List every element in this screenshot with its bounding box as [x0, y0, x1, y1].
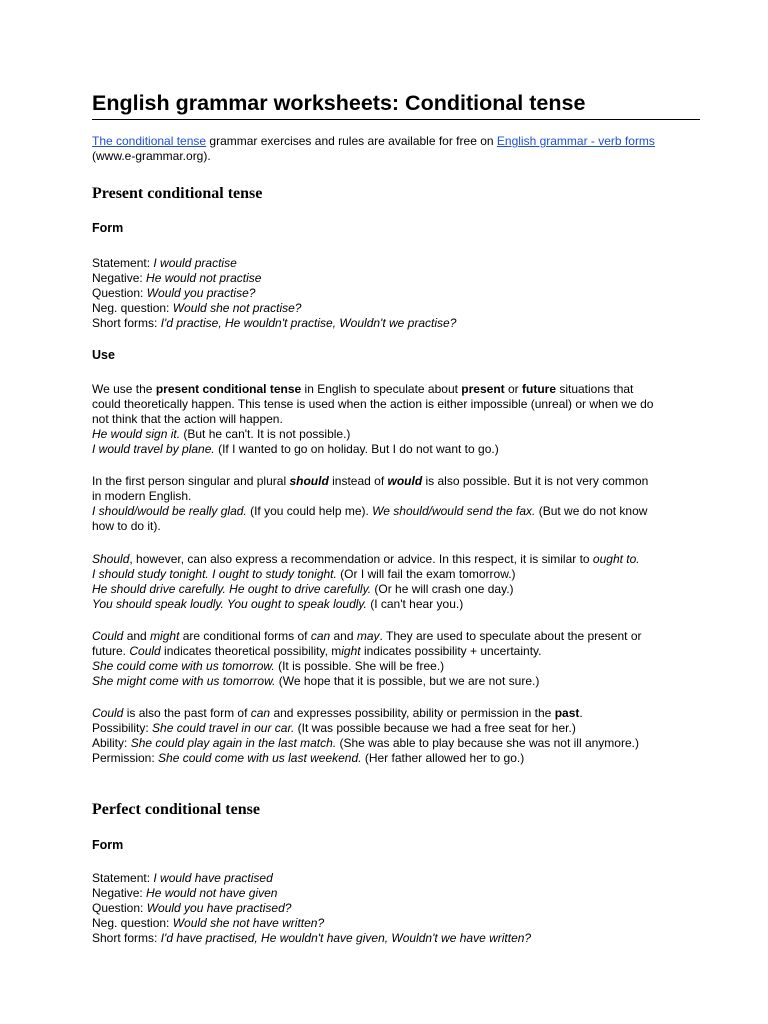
present-form-heading: Form — [92, 221, 124, 235]
form-line-neg-question: Neg. question: Would she not practise? — [92, 301, 302, 315]
use-paragraph-3: Should, however, can also express a recommendation or advice. In this respect, it is similar to ought to. I should study tonight. I ought to study tonight. (Or I will fail the exam tomorrow.) He should drive carefully. He ought to drive carefully. (Or he will crash one day.) You should speak loudly. You ought to speak loudly. (I can't hear you.) — [92, 552, 640, 611]
form-line-statement: Statement: I would practise — [92, 256, 237, 270]
form-line-question: Question: Would you have practised? — [92, 901, 292, 915]
use-paragraph-5: Could is also the past form of can and expresses possibility, ability or permission in the past. Possibility: She could travel in our car. (It was possible because we had a free seat for her.) Ability: She could play again in the last match. (She was able to play because she was not ill anymore.) Permission: She could come with us last weekend. (Her father allowed her to go.) — [92, 706, 639, 765]
present-use-heading: Use — [92, 348, 115, 362]
verb-forms-link[interactable]: English grammar - verb forms — [496, 134, 655, 148]
form-line-negative: Negative: He would not practise — [92, 271, 262, 285]
form-line-question: Question: Would you practise? — [92, 286, 256, 300]
perfect-form-heading: Form — [92, 838, 124, 852]
perfect-conditional-heading: Perfect conditional tense — [92, 801, 260, 818]
form-line-short-forms: Short forms: I'd practise, He wouldn't practise, Wouldn't we practise? — [92, 316, 457, 330]
present-form-list — [92, 256, 702, 331]
intro-paragraph: The conditional tense grammar exercises and rules are available for free on English grammar - verb forms (www.e-grammar.org). — [92, 134, 655, 163]
page-title: English grammar worksheets: Conditional tense — [92, 90, 700, 120]
form-line-short-forms: Short forms: I'd have practised, He wouldn't have given, Wouldn't we have written? — [92, 931, 532, 945]
use-paragraph-1: We use the present conditional tense in English to speculate about present or future situations that could theoretically happen. This tense is used when the action is either impossible (unreal) or when we do not think that the action will happen. He would sign it. (But he can't. It is not possible.) I would travel by plane. (If I wanted to go on holiday. But I do not want to go.) — [92, 382, 654, 456]
form-line-negative: Negative: He would not have given — [92, 886, 278, 900]
present-conditional-heading: Present conditional tense — [92, 185, 263, 202]
perfect-form-list — [92, 871, 702, 946]
form-line-statement: Statement: I would have practised — [92, 871, 273, 885]
form-line-neg-question: Neg. question: Would she not have written? — [92, 916, 325, 930]
conditional-tense-link[interactable]: The conditional tense — [92, 134, 207, 148]
use-paragraph-2: In the first person singular and plural should instead of would is also possible. But it is not very common in modern English. I should/would be really glad. (If you could help me). We should/would send the fax. (But we do not know how to do it). — [92, 474, 649, 533]
use-paragraph-4: Could and might are conditional forms of can and may. They are used to speculate about the present or future. Could indicates theoretical possibility, might indicates possibility + uncertainty. She could come with us tomorrow. (It is possible. She will be free.) She might come with us tomorrow. (We hope that it is possible, but we are not sure.) — [92, 629, 642, 688]
